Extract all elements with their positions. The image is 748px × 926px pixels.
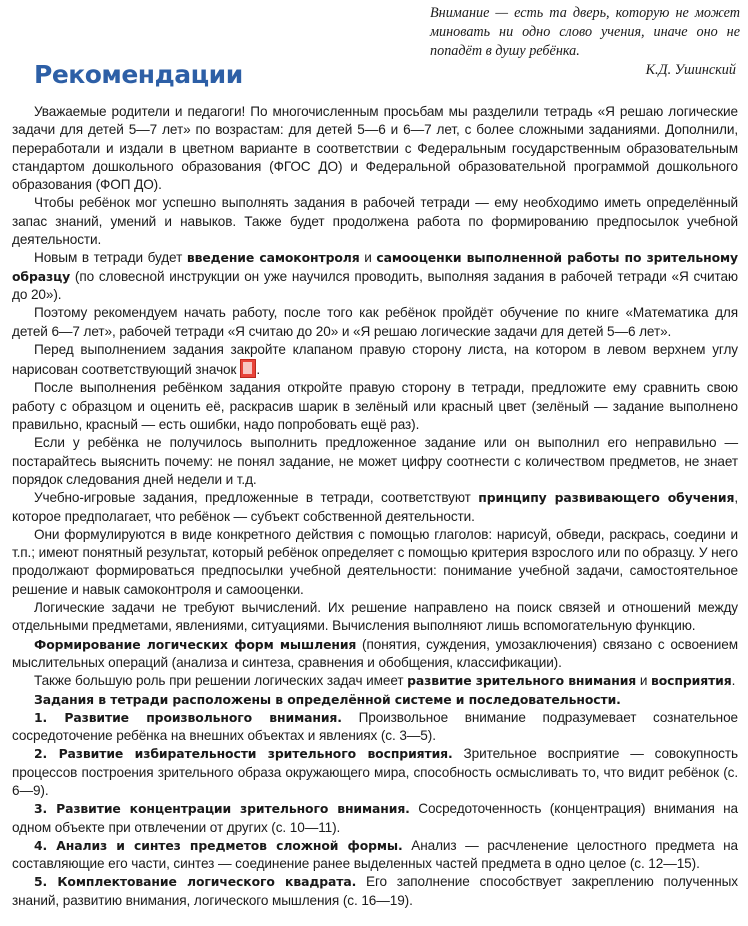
list-item (12, 745, 738, 800)
bold-phrase: Задания в тетради расположены в определённой системе и последовательности. (34, 691, 621, 707)
list-item (12, 837, 738, 874)
paragraph-self-control (12, 249, 738, 304)
bold-phrase: восприятия (651, 673, 732, 689)
list-item-text: Произвольное внимание подразумевает сознательное сосредоточение ребёнка на внешних объектах и явлениях (с. 3—5). (12, 709, 739, 744)
sample-page-icon (240, 359, 256, 378)
paragraph-logic: Логические задачи не требуют вычислений. Их решение направлено на поиск связей и отношений между отдельными предметами, явлениями, ситуациями. Вычисления выполняют лишь вспомогательную функцию. (12, 600, 738, 634)
list-item-text: Зрительное восприятие — совокупность процессов построения зрительного образа окружающего мира, способность осмысливать то, что видит ребёнок (с. 6—9). (12, 746, 738, 798)
paragraph-system (12, 691, 738, 709)
paragraph-thinking (12, 636, 738, 673)
text-fragment: Новым в тетради будет (34, 250, 187, 266)
text-fragment: , которое предполагает, что ребёнок — субъект собственной деятельности. (12, 490, 738, 524)
paragraph-recommendation: Поэтому рекомендуем начать работу, после того как ребёнок пройдёт обучение по книге «Математика для детей 6—7 лет», рабочей тетради «Я считаю до 20» и «Я решаю логические задачи для детей 5—6 лет». (12, 305, 738, 339)
text-fragment: . (731, 673, 736, 689)
text-fragment: (понятия, суждения, умозаключения) связано с освоением мыслительных операций (анализа и синтеза, сравнения и обобщения, классификации). (12, 636, 738, 670)
paragraph-flap (12, 341, 738, 380)
epigraph (430, 4, 740, 80)
bold-phrase: принципу развивающего обучения (478, 490, 735, 506)
paragraph-verbs: Они формулируются в виде конкретного действия с помощью глаголов: нарисуй, обведи, раскрась, соедини и т.п.; имеют понятный результат, который ребёнок определяет с помощью критерия взрослого или по образцу. У него продолжают формироваться предпосылки учебной деятельности: понимание учебной задачи, самостоятельное решение и навык самоконтроля и самооценки. (12, 526, 738, 597)
bold-phrase: Формирование логических форм мышления (34, 636, 357, 652)
paragraph-errors: Если у ребёнка не получилось выполнить предложенное задание или он выполнил его неправильно — постарайтесь выяснить почему: не понял задание, не может цифру соотнести с количеством предметов, не знает порядок следования дней недели и т.д. (12, 435, 738, 487)
text-fragment: Также большую роль при решении логических задач имеет (34, 673, 408, 689)
page-title: Рекомендации (34, 60, 243, 89)
paragraph-visual (12, 672, 738, 690)
text-fragment: и (359, 250, 377, 266)
list-item (12, 709, 738, 746)
list-item-heading: 4. Анализ и синтез предметов сложной формы. (34, 837, 403, 853)
bold-phrase: самооценки выполненной работы по зрительному образцу (12, 250, 739, 284)
list-item-text: Анализ — расчленение целостного предмета на составляющие его части, синтез — соединение ранее выделенных частей предмета в одно целое (с. 12—15). (12, 837, 739, 872)
epigraph-author: К.Д. Ушинский (645, 62, 736, 78)
paragraph-principle (12, 489, 738, 526)
text-fragment: (по словесной инструкции он уже научился проводить, выполняя задания в рабочей тетради «Я считаю до 20»). (12, 268, 738, 302)
bold-phrase: развитие зрительного внимания (407, 673, 637, 689)
text-fragment: . (256, 362, 261, 378)
bold-phrase: введение самоконтроля (186, 250, 360, 266)
text-fragment: Перед выполнением задания закройте клапаном правую сторону листа, на котором в левом верхнем углу нарисован соответствующий значок (12, 341, 738, 378)
list-item (12, 800, 738, 837)
list-item-heading: 3. Развитие концентрации зрительного внимания. (34, 801, 410, 817)
list-item-text: Сосредоточенность (концентрация) внимания на одном объекте при отвлечении от других (с. 10—11). (12, 801, 739, 835)
paragraph-compare: После выполнения ребёнком задания откройте правую сторону в тетради, предложите ему сравнить свою работу с образцом и оценить её, раскрасив шарик в зелёный или красный цвет (зелёный — задание выполнено правильно, красный — есть ошибки, надо попробовать ещё раз). (12, 380, 738, 433)
list-item-heading: 2. Развитие избирательности зрительного восприятия. (34, 746, 453, 762)
paragraph-intro: Уважаемые родители и педагоги! По многочисленным просьбам мы разделили тетрадь «Я решаю логические задачи для детей 5—7 лет» по возрастам: для детей 5—6 и 6—7 лет, с более сложными заданиями. Дополнили, переработали и издали в цветном варианте в соответствии с Федеральным государственным образовательным стандартом дошкольного образования (ФГОС ДО) и Федеральной образовательной программой дошкольного образования (ФОП ДО). (12, 104, 738, 193)
list-item-text: Его заполнение способствует закреплению полученных знаний, развитию внимания, логического мышления (с. 16—19). (12, 874, 738, 908)
list-item-heading: 1. Развитие произвольного внимания. (34, 709, 342, 725)
text-fragment: Учебно-игровые задания, предложенные в тетради, соответствуют (34, 490, 479, 506)
body-text (12, 103, 738, 910)
list-item-heading: 5. Комплектование логического квадрата. (34, 874, 357, 890)
list-item (12, 873, 738, 910)
paragraph-knowledge: Чтобы ребёнок мог успешно выполнять задания в рабочей тетради — ему необходимо иметь определённый запас знаний, умений и навыков. Также будет продолжена работа по формированию предпосылок учебной деятельности. (12, 195, 738, 248)
epigraph-quote: Внимание — есть та дверь, которую не может миновать ни одно слово учения, иначе оно не попадёт в душу ребёнка. (430, 5, 740, 59)
text-fragment: и (636, 673, 652, 689)
